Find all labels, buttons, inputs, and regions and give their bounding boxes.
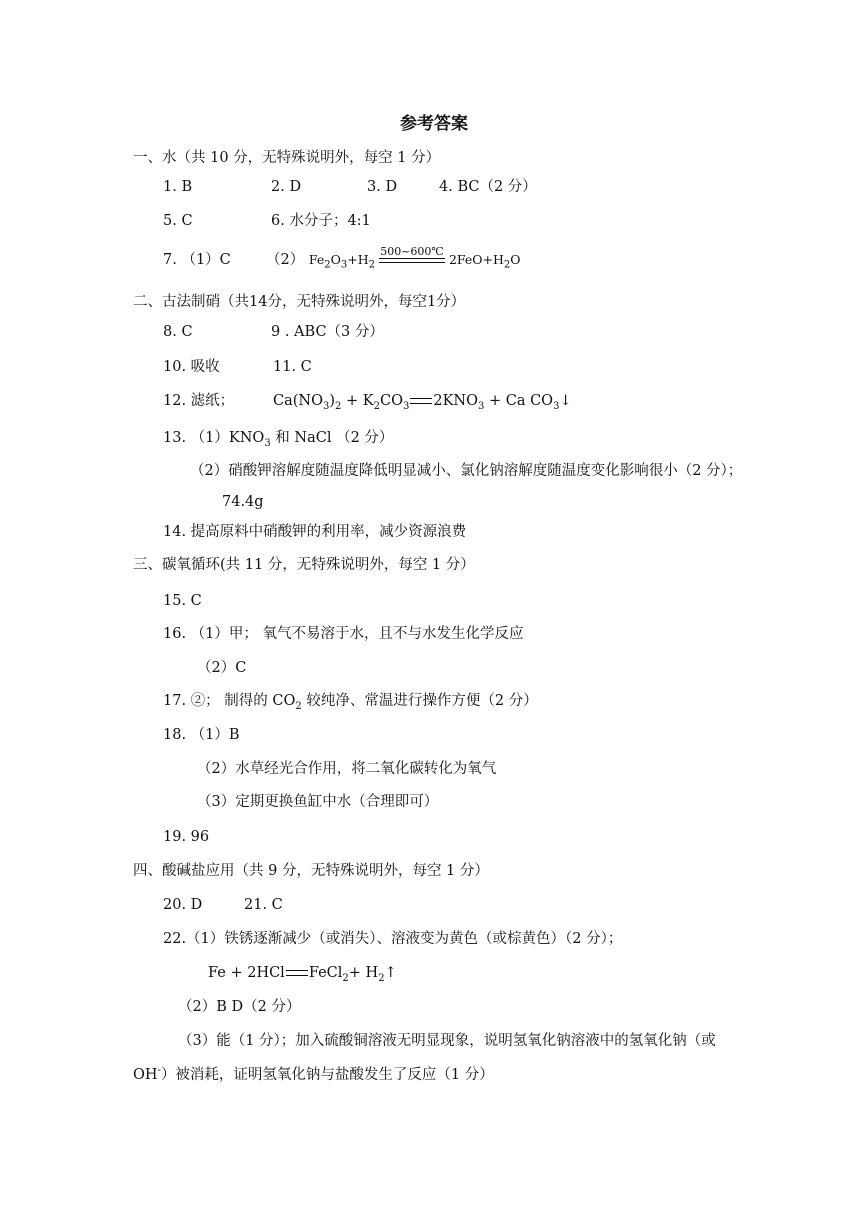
reaction-condition: 500~600℃: [379, 246, 445, 263]
answer-3: 3. D: [367, 179, 398, 195]
answer-18-1: 18. （1）B: [163, 727, 240, 743]
answer-12-label: 12. 滤纸；: [163, 393, 235, 409]
answer-19: 19. 96: [163, 829, 210, 845]
answer-16-2: （2）C: [197, 660, 247, 676]
answer-10: 10. 吸收: [163, 359, 220, 375]
answer-6: 6. 水分子；4:1: [271, 213, 371, 229]
answer-18-2: （2）水草经光合作用，将二氧化碳转化为氧气: [197, 761, 497, 777]
answer-14: 14. 提高原料中硝酸钾的利用率，减少资源浪费: [163, 524, 467, 540]
answer-7-part2: （2） $Fe_2O_3+H_2$ 500~600℃ $2FeO+H_2O$: [266, 245, 521, 271]
answer-16-1: 16. （1）甲； 氧气不易溶于水，且不与水发生化学反应: [163, 626, 524, 642]
answer-18-3: （3）定期更换鱼缸中水（合理即可）: [197, 794, 439, 810]
answer-21: 21. C: [244, 897, 283, 913]
answer-22-2: （2）B D（2 分）: [178, 999, 301, 1015]
chemical-equation-12: $Ca(NO_3)_2 + K_2CO_3$ $2KNO_3 + Ca$ $CO_3↓$: [273, 393, 572, 412]
answer-4: 4. BC（2 分）: [439, 179, 537, 195]
answer-17: 17. ②； 制得的 $CO_2$ 较纯净、常温进行操作方便（2 分）: [163, 693, 538, 712]
answer-8: 8. C: [163, 324, 193, 340]
answer-22-1: 22.（1）铁锈逐渐减少（或消失）、溶液变为黄色（或棕黄色）（2 分）；: [163, 931, 623, 947]
page-title: 参考答案: [400, 114, 468, 134]
section-header-2: 二、古法制硝（共14分，无特殊说明外，每空1分）: [133, 294, 466, 310]
section-header-1: 一、水（共 10 分，无特殊说明外，每空 1 分）: [133, 150, 441, 166]
answer-5: 5. C: [163, 213, 193, 229]
answer-22-3a: （3）能（1 分）；加入硫酸铜溶液无明显现象，说明氢氧化钠溶液中的氢氧化钠（或: [178, 1033, 716, 1049]
answer-7-part1: 7. （1）C: [163, 252, 231, 268]
section-header-4: 四、酸碱盐应用（共 9 分，无特殊说明外，每空 1 分）: [133, 863, 489, 879]
answer-15: 15. C: [163, 593, 202, 609]
chemical-equation-22: Fe + 2HCl FeCl$_2$+ $H_2↑$: [208, 965, 397, 984]
chemical-equation-7: $Fe_2O_3+H_2$ 500~600℃ $2FeO+H_2O$: [308, 245, 521, 271]
answer-2: 2. D: [271, 179, 302, 195]
answer-9: 9 . ABC（3 分）: [271, 324, 384, 340]
answer-20: 20. D: [163, 897, 203, 913]
answer-22-3b: OH-）被消耗，证明氢氧化钠与盐酸发生了反应（1 分）: [133, 1065, 494, 1083]
answer-13-3: 74.4g: [222, 494, 264, 510]
answer-13-1: 13. $(1)KNO_3$ 和 NaCl （2 分）: [163, 430, 394, 449]
answer-1: 1. B: [163, 179, 193, 195]
answer-13-2: （2）硝酸钾溶解度随温度降低明显减小、氯化钠溶解度随温度变化影响很小（2 分）；: [190, 463, 743, 479]
section-header-3: 三、碳氧循环(共 11 分，无特殊说明外，每空 1 分）: [133, 557, 475, 573]
answer-11: 11. C: [273, 359, 312, 375]
